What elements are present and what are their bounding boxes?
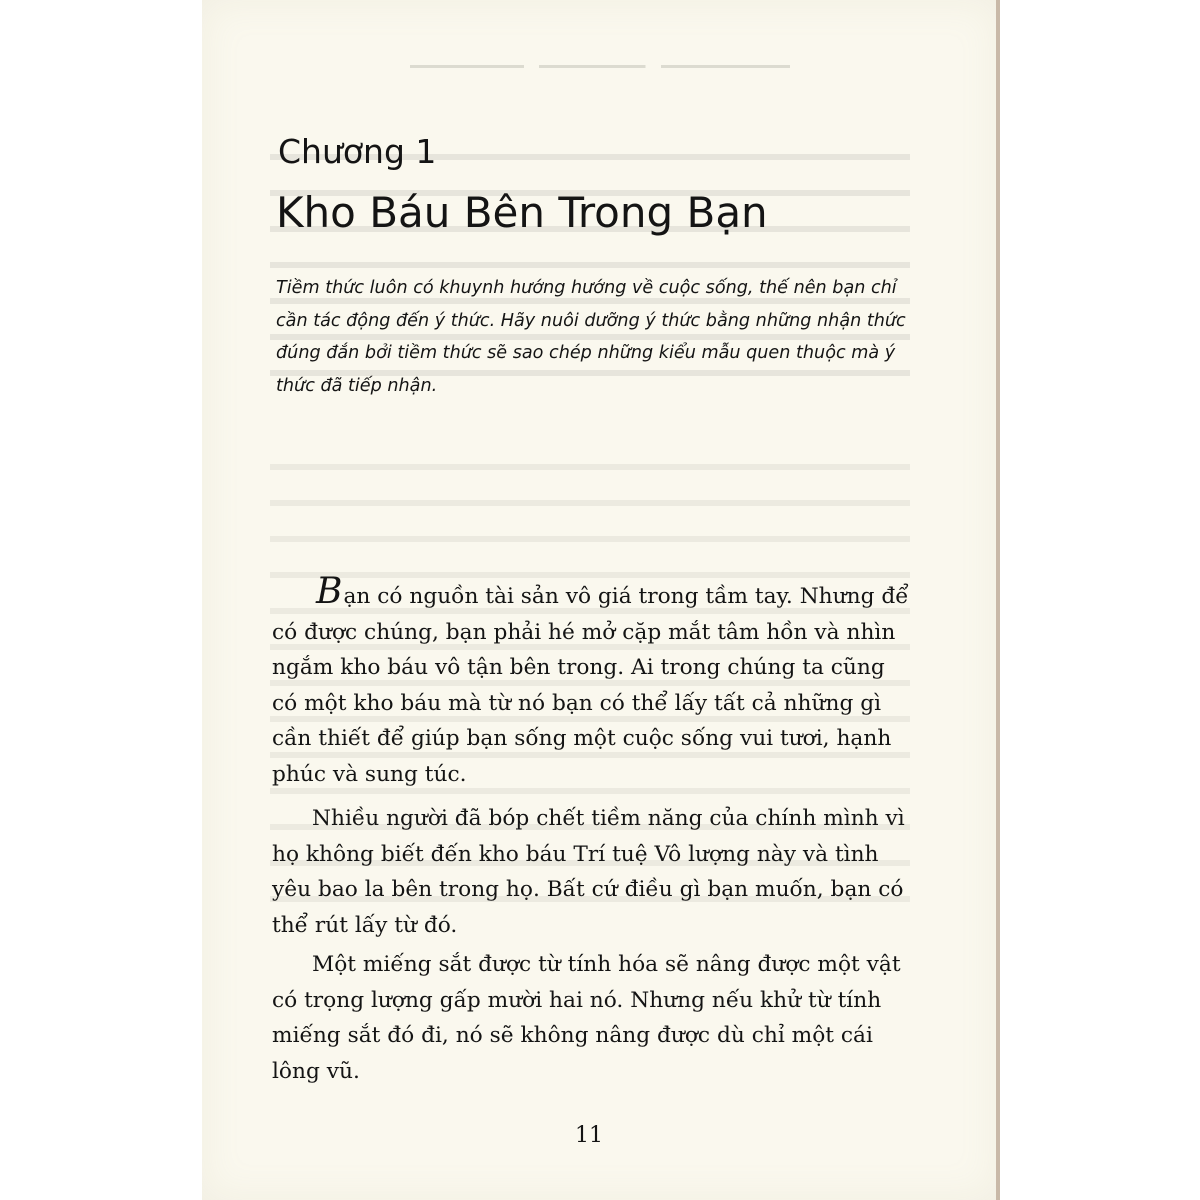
- chapter-epigraph: Tiềm thức luôn có khuynh hướng hướng về cuộc sống, thế nên bạn chỉ cần tác động đến ý thức. Hãy nuôi dưỡng ý thức bằng những nhận thức đúng đắn bởi tiềm thức sẽ sao chép những kiểu mẫu quen thuộc mà ý thức đã tiếp nhận.: [276, 278, 906, 396]
- page-number: 11: [575, 1123, 603, 1148]
- body-paragraph-1: [272, 571, 912, 792]
- chapter-number: Chương 1: [278, 132, 437, 171]
- drop-cap: B: [316, 571, 343, 612]
- chapter-title: Kho Báu Bên Trong Bạn: [276, 188, 768, 237]
- body-paragraph-3: Một miếng sắt được từ tính hóa sẽ nâng được một vật có trọng lượng gấp mười hai nó. Nhưng nếu khử từ tính miếng sắt đó đi, nó sẽ không nâng được dù chỉ một cái lông vũ.: [272, 952, 901, 1084]
- running-head-faint: [410, 58, 790, 74]
- paragraph-text: ạn có nguồn tài sản vô giá trong tầm tay. Nhưng để có được chúng, bạn phải hé mở cặp mắt tâm hồn và nhìn ngắm kho báu vô tận bên trong. Ai trong chúng ta cũng có một kho báu mà từ nó bạn có thể lấy tất cả những gì cần thiết để giúp bạn sống một cuộc sống vui tươi, hạnh phúc và sung túc.: [272, 584, 909, 787]
- page-edge: [996, 0, 1000, 1200]
- body-paragraph-2: Nhiều người đã bóp chết tiềm năng của chính mình vì họ không biết đến kho báu Trí tuệ Vô lượng này và tình yêu bao la bên trong họ. Bất cứ điều gì bạn muốn, bạn có thể rút lấy từ đó.: [272, 806, 905, 938]
